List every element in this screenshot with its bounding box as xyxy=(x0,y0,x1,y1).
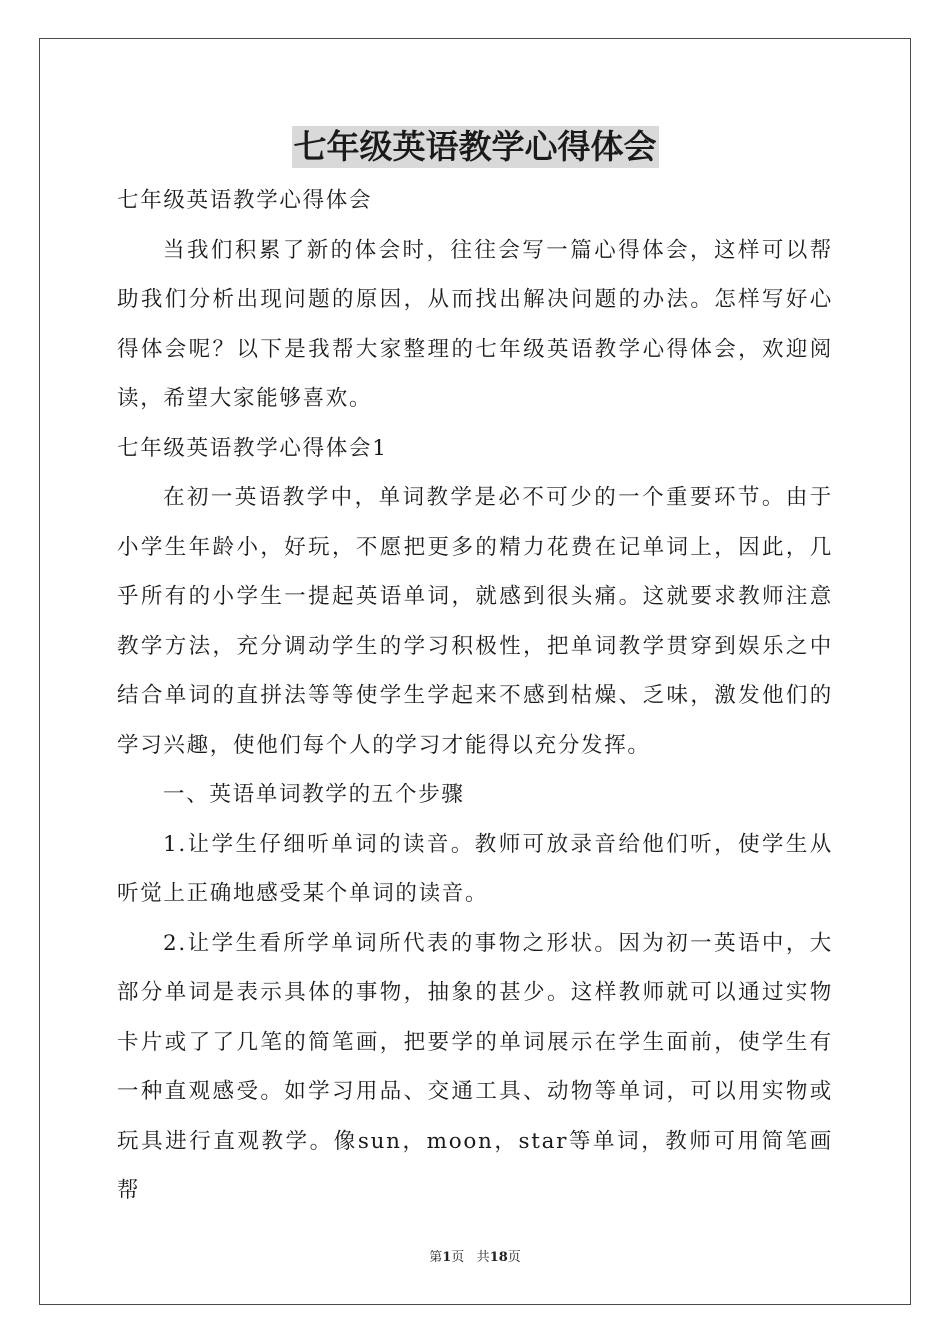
subtitle-paragraph: 七年级英语教学心得体会 xyxy=(117,188,373,213)
footer-total-suffix: 页 xyxy=(507,1250,521,1265)
document-title: 七年级英语教学心得体会 xyxy=(293,127,657,166)
footer-page-number: 1 xyxy=(442,1250,452,1265)
page-footer xyxy=(0,1246,950,1265)
subsection-heading: 一、英语单词教学的五个步骤 xyxy=(163,782,465,807)
step-paragraph-2: 2.让学生看所学单词所代表的事物之形状。因为初一英语中，大部分单词是表示具体的事物，抽象的甚少。这样教师就可以通过实物卡片或了了几笔的简笔画，把要学的单词展示在学生面前，使学生有一种直观感受。如学习用品、交通工具、动物等单词，可以用实物或玩具进行直观教学。像sun，moon，star等单词，教师可用简笔画帮 xyxy=(117,930,833,1203)
body-paragraph: 在初一英语教学中，单词教学是必不可少的一个重要环节。由于小学生年龄小，好玩，不愿把更多的精力花费在记单词上，因此，几乎所有的小学生一提起英语单词，就感到很头痛。这就要求教师注意教学方法，充分调动学生的学习积极性，把单词教学贯穿到娱乐之中结合单词的直拼法等等使学生学起来不感到枯燥、乏味，激发他们的学习兴趣，使他们每个人的学习才能得以充分发挥。 xyxy=(117,485,833,758)
intro-paragraph: 当我们积累了新的体会时，往往会写一篇心得体会，这样可以帮助我们分析出现问题的原因，从而找出解决问题的办法。怎样写好心得体会呢？以下是我帮大家整理的七年级英语教学心得体会，欢迎阅读，希望大家能够喜欢。 xyxy=(117,237,833,411)
step-paragraph-1: 1.让学生仔细听单词的读音。教师可放录音给他们听，使学生从听觉上正确地感受某个单词的读音。 xyxy=(117,831,833,906)
footer-total-pages: 18 xyxy=(489,1250,508,1265)
footer-page-prefix: 第 xyxy=(429,1250,443,1265)
section-heading-1: 七年级英语教学心得体会1 xyxy=(117,435,388,461)
document-title-heading xyxy=(0,126,950,168)
document-body xyxy=(117,176,833,1216)
footer-total-prefix: 共 xyxy=(476,1250,490,1265)
footer-page-suffix: 页 xyxy=(451,1250,465,1265)
